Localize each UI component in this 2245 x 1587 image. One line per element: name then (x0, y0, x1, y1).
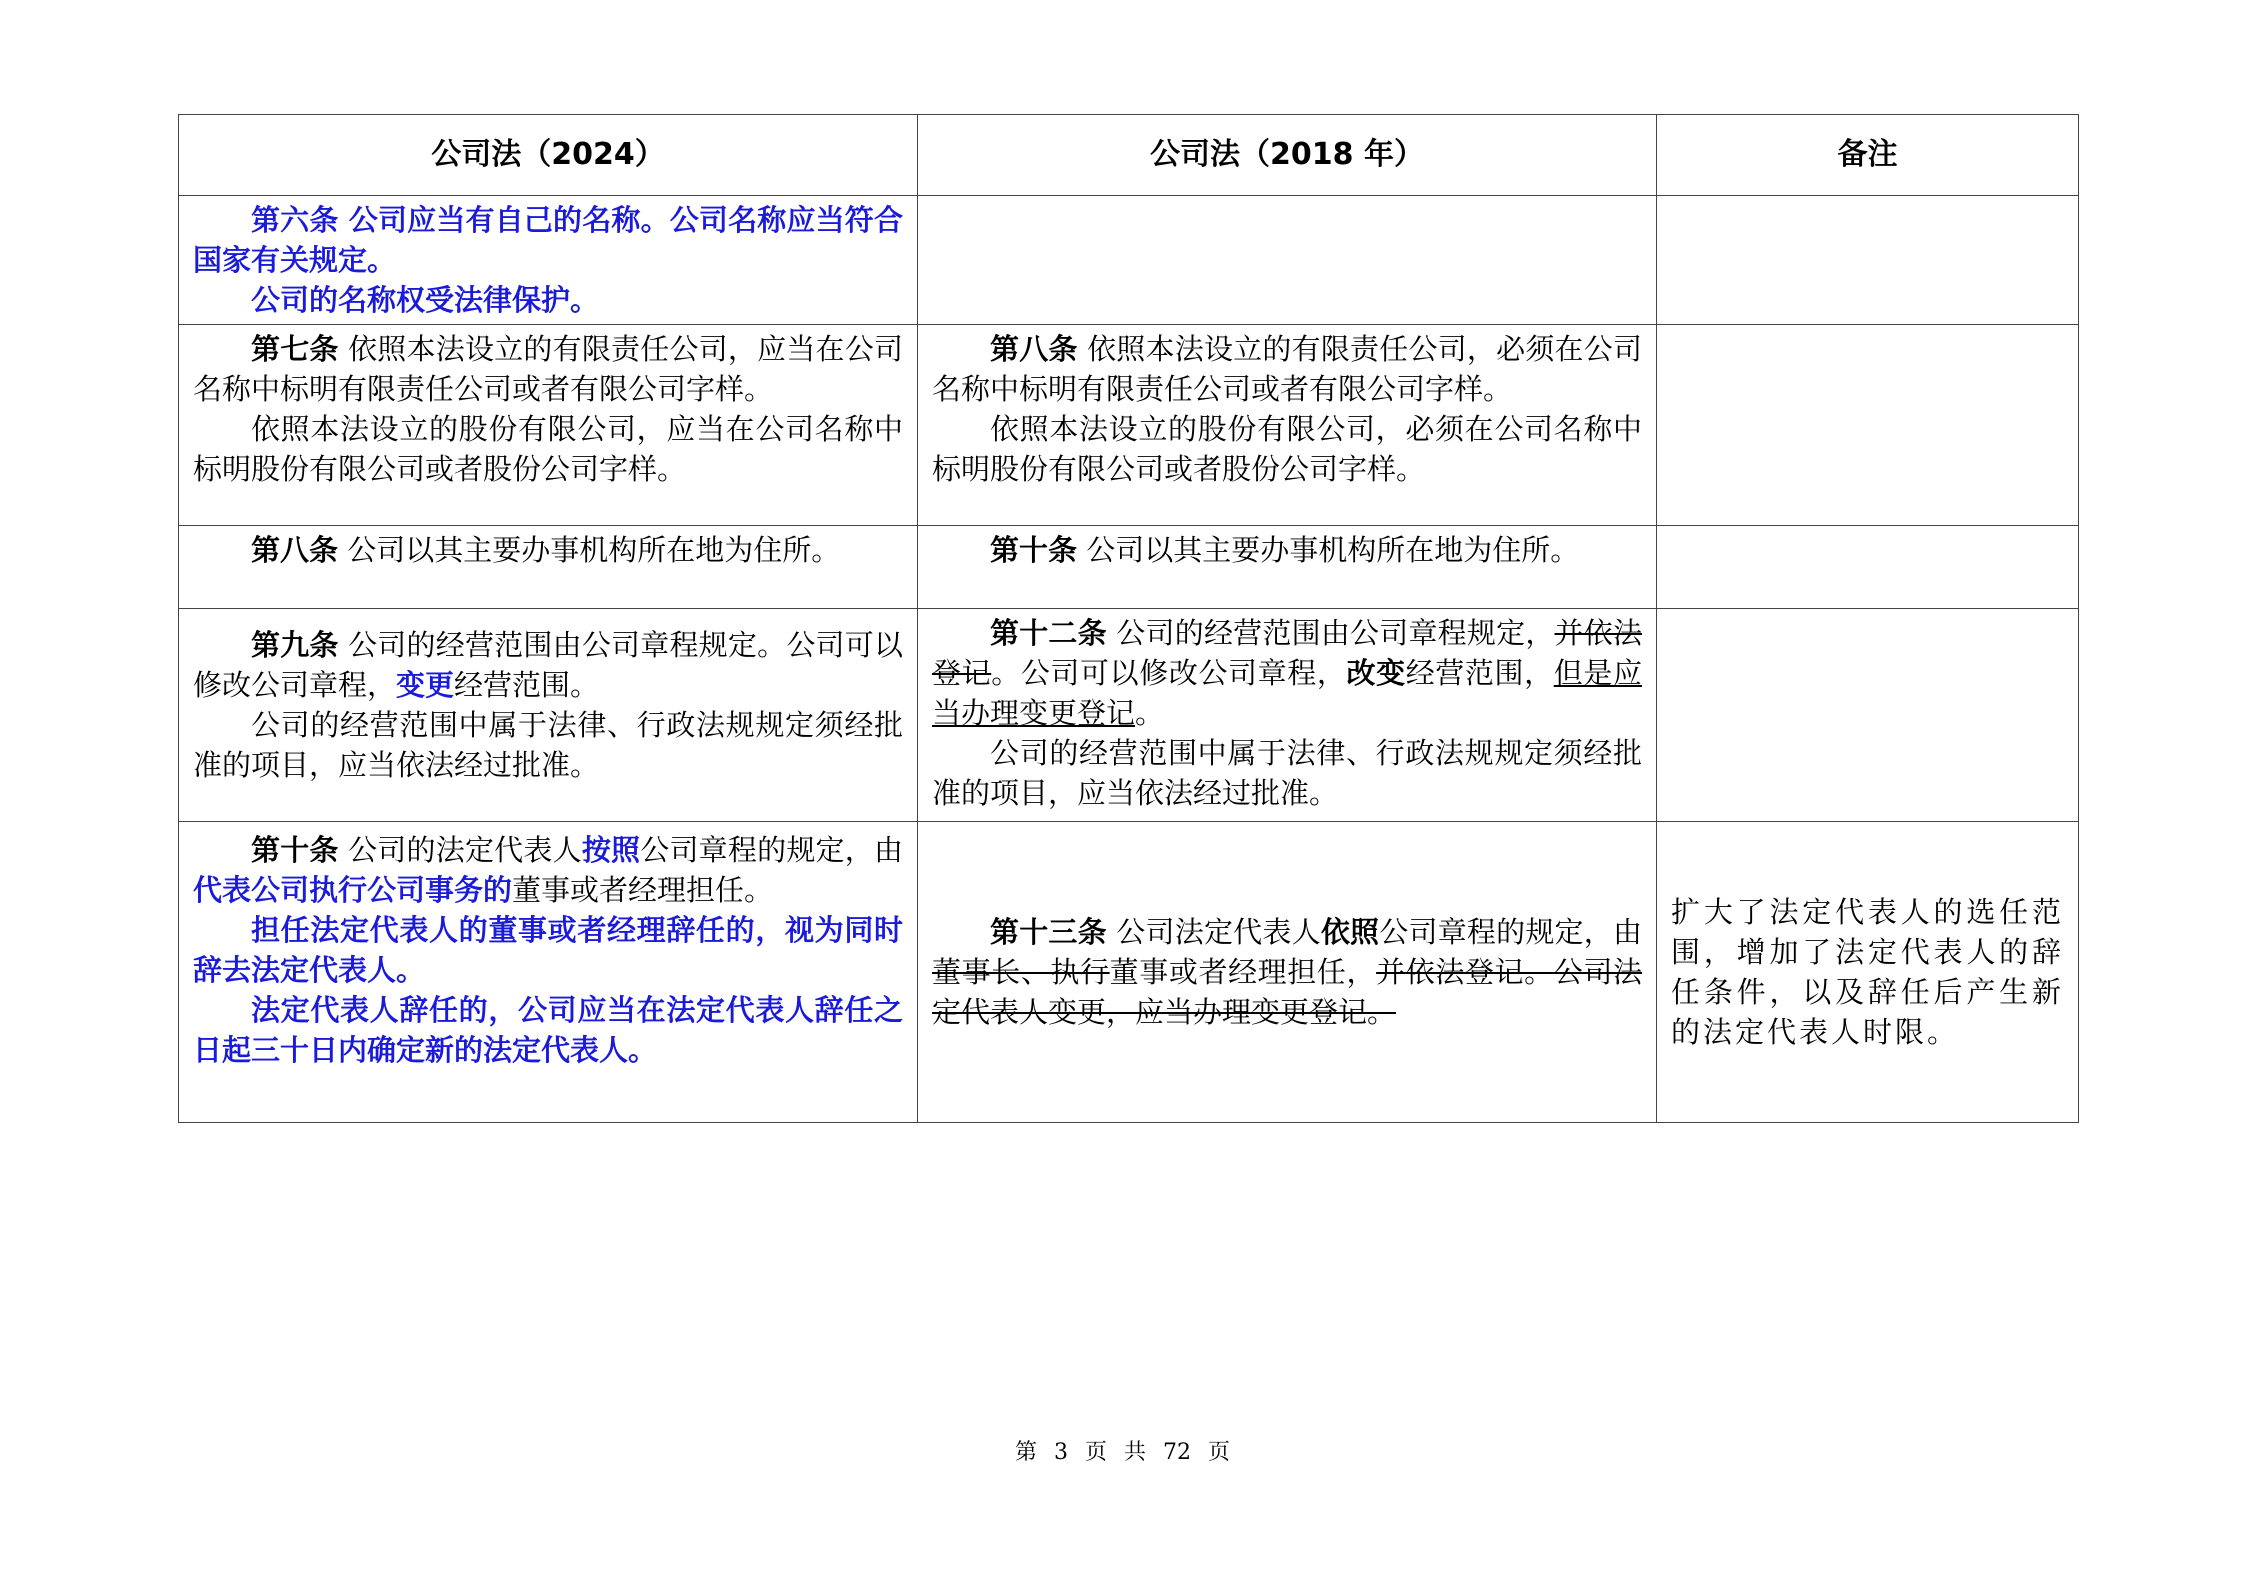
article-text: 担任法定代表人的董事或者经理辞任的，视为同时辞去法定代表人。 (193, 913, 903, 987)
article-body: 公司章程的规定，由 (640, 833, 903, 867)
deleted-text: 并依法登记 (932, 616, 1642, 690)
article-body: 董事或者经理担任。 (512, 873, 774, 907)
article-body: 公司以其主要办事机构所在地为住所。 (338, 533, 841, 567)
table-row (179, 196, 2079, 325)
article-text (193, 530, 903, 570)
article-number: 第七条 (251, 332, 339, 366)
table-row (179, 325, 2079, 526)
article-body: 公司章程的规定，由 (1379, 915, 1642, 949)
article-body: 。 (1135, 696, 1165, 730)
deleted-text: 并依法登记。公司法定代表人变更，应当办理变更登记。 (932, 955, 1642, 1029)
page-footer: 第 3 页 共 72 页 (1015, 1440, 1230, 1465)
cell-2018 (918, 196, 1657, 325)
header-notes: 备注 (1657, 115, 2079, 196)
deleted-text: 董事长、执行 (932, 955, 1110, 989)
cell-note (1657, 325, 2079, 526)
header-2018: 公司法（2018 年） (918, 115, 1657, 196)
changed-text: 按照 (581, 833, 641, 867)
article-body: 公司法定代表人 (1106, 915, 1321, 949)
cell-2024 (179, 526, 918, 609)
header-row (179, 115, 2079, 196)
article-text (932, 329, 1642, 409)
cell-2018 (918, 609, 1657, 822)
table-row (179, 526, 2079, 609)
article-number: 第十二条 (990, 616, 1107, 650)
article-body: 公司的法定代表人 (338, 833, 582, 867)
table-row (179, 822, 2079, 1123)
cell-2018 (918, 325, 1657, 526)
cell-2018 (918, 526, 1657, 609)
note-text: 扩大了法定代表人的选任范围，增加了法定代表人的辞任条件，以及辞任后产生新的法定代表人时限。 (1671, 895, 2064, 1049)
article-text: 法定代表人辞任的，公司应当在法定代表人辞任之日起三十日内确定新的法定代表人。 (193, 993, 903, 1067)
article-text (932, 530, 1642, 570)
cell-2024 (179, 325, 918, 526)
cell-note (1657, 822, 2079, 1123)
article-number: 第十条 (990, 533, 1078, 567)
changed-text: 变更 (396, 668, 455, 702)
article-body: 依照本法设立的有限责任公司，应当在公司名称中标明有限责任公司或者有限公司字样。 (193, 332, 903, 406)
article-body: 公司的经营范围由公司章程规定。公司可以修改公司章程， (193, 628, 903, 702)
changed-text: 代表公司执行公司事务的 (193, 873, 513, 907)
article-body: 依照本法设立的有限责任公司，必须在公司名称中标明有限责任公司或者有限公司字样。 (932, 332, 1642, 406)
underlined-text: 但是应当办理变更登记 (932, 656, 1642, 730)
article-text: 公司的经营范围中属于法律、行政法规规定须经批准的项目，应当依法经过批准。 (932, 736, 1642, 810)
cell-2024 (179, 609, 918, 822)
article-body: 经营范围， (1405, 656, 1554, 690)
article-text: 依照本法设立的股份有限公司，必须在公司名称中标明股份有限公司或者股份公司字样。 (932, 412, 1642, 486)
article-number: 第九条 (251, 628, 339, 662)
cell-2024 (179, 822, 918, 1123)
header-2024: 公司法（2024） (179, 115, 918, 196)
changed-text: 依照 (1320, 915, 1380, 949)
article-body: 公司以其主要办事机构所在地为住所。 (1077, 533, 1580, 567)
article-text (932, 912, 1642, 1032)
article-number: 第八条 (251, 533, 339, 567)
article-number: 第十条 (251, 833, 339, 867)
article-text: 公司的经营范围中属于法律、行政法规规定须经批准的项目，应当依法经过批准。 (193, 708, 903, 782)
article-number: 第八条 (990, 332, 1078, 366)
comparison-table (178, 114, 2079, 1123)
cell-note (1657, 526, 2079, 609)
article-text (193, 329, 903, 409)
article-text (932, 613, 1642, 733)
changed-text: 改变 (1346, 656, 1406, 690)
article-text (193, 830, 903, 910)
article-body: 董事或者经理担任， (1109, 955, 1377, 989)
article-text: 公司的名称权受法律保护。 (251, 283, 600, 317)
article-number: 第十三条 (990, 915, 1107, 949)
article-body: 。公司可以修改公司章程， (991, 656, 1347, 690)
article-text: 依照本法设立的股份有限公司，应当在公司名称中标明股份有限公司或者股份公司字样。 (193, 412, 903, 486)
article-text: 第六条 公司应当有自己的名称。公司名称应当符合国家有关规定。 (193, 203, 903, 277)
article-text (193, 625, 903, 705)
table-row (179, 609, 2079, 822)
cell-2018 (918, 822, 1657, 1123)
cell-note (1657, 196, 2079, 325)
article-body: 公司的经营范围由公司章程规定， (1106, 616, 1555, 650)
cell-note (1657, 609, 2079, 822)
cell-2024 (179, 196, 918, 325)
article-body: 经营范围。 (454, 668, 600, 702)
